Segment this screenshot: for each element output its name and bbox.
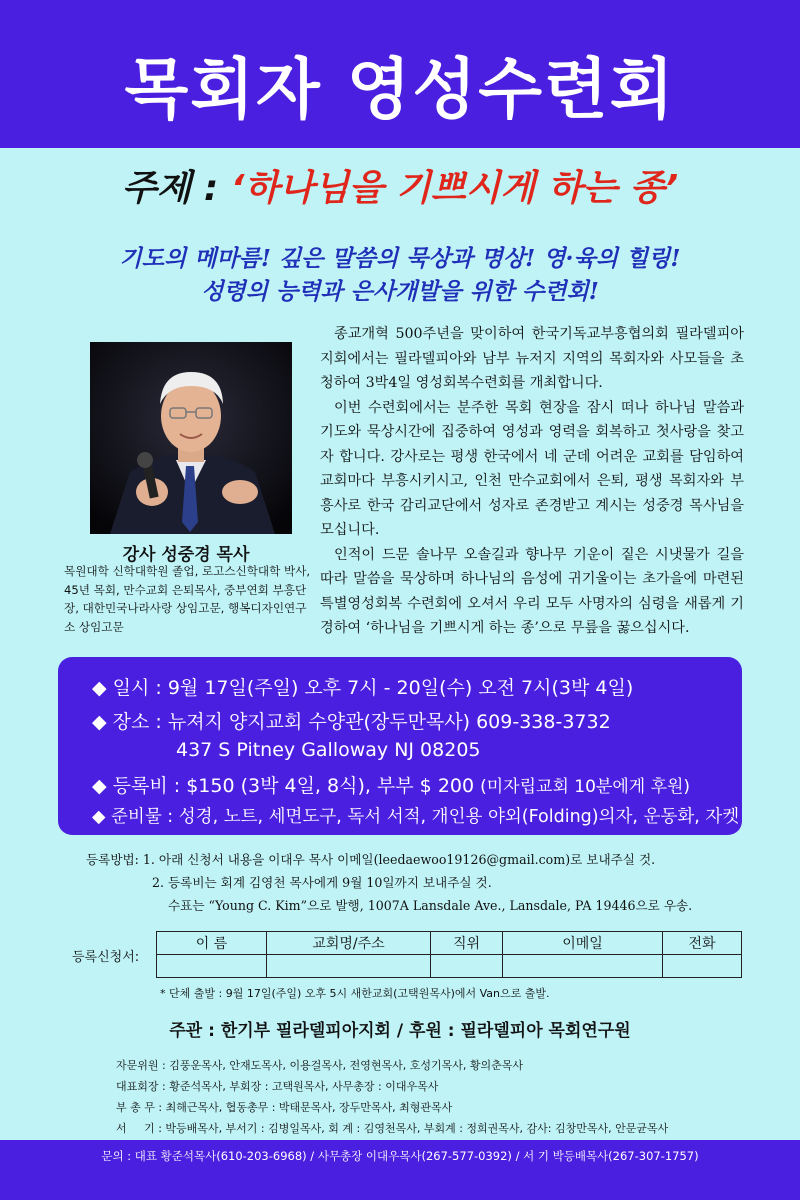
contact-info: 문의 : 대표 황준석목사(610-203-6968) / 사무총장 이대우목사(267-577-0392) / 서 기 박등배목사(267-307-1757) (101, 1149, 699, 1163)
info-fee-sub: (미자립교회 10분에게 후원) (480, 777, 691, 797)
form-label: 등록신청서: (72, 950, 140, 965)
registration-method (86, 848, 766, 917)
info-place: ◆ 장소 : 뉴져지 양지교회 수양관(장두만목사) 609-338-3732 (92, 711, 611, 733)
registration-form-table (156, 931, 742, 978)
col-phone: 전화 (663, 932, 742, 955)
staff-list (116, 1055, 766, 1139)
speaker-name: 강사 성중경 목사 (122, 545, 250, 565)
intro-text (320, 322, 744, 641)
intro-paragraph-1: 종교개혁 500주년을 맞이하여 한국기독교부흥협의회 필라델피아 지회에서는 필라델피아와 남부 뉴저지 지역의 목회자와 사모들을 초청하여 3박4일 영성회복수련회를 개최합니다. (320, 326, 744, 391)
theme-value: ‘하나님을 기쁘시게 하는 종’ (230, 168, 679, 209)
registration-line-2: 2. 등록비는 회계 김영천 목사에게 9월 10일까지 보내주실 것. (152, 875, 492, 890)
info-fee (92, 771, 690, 798)
tagline-line-2: 성령의 능력과 은사개발을 위한 수련회! (201, 278, 599, 305)
cell-church[interactable] (267, 955, 431, 978)
event-info-box (58, 657, 742, 835)
theme-heading (0, 160, 800, 211)
departure-note: * 단체 출발 : 9월 17일(주일) 오후 5시 새한교회(고택원목사)에서 Van으로 출발. (160, 987, 550, 1000)
col-email: 이메일 (503, 932, 663, 955)
speaker-photo (90, 342, 292, 534)
theme-label: 주제 : (121, 168, 231, 209)
host-sponsor: 주관 : 한기부 필라델피아지회 / 후원 : 필라델피아 목회연구원 (169, 1021, 631, 1041)
staff-line-3: 부 총 무 : 최해근목사, 협동총무 : 박태문목사, 장두만목사, 최형관목사 (116, 1101, 453, 1114)
col-position: 직위 (431, 932, 503, 955)
intro-paragraph-3: 인적이 드문 솔나무 오솔길과 향나무 기운이 짙은 시냇물가 길을 따라 말씀을 묵상하며 하나님의 음성에 귀기울이는 초가을에 마련된 특별영성회복 수련회에 오셔서 우리 모두 사명자의 심령을 새롭게 기경하여 ‘하나님을 기쁘시게 하는 종’으로 무릎을 꿇으십시다. (320, 546, 744, 636)
info-supplies: ◆ 준비물 : 성경, 노트, 세면도구, 독서 서적, 개인용 야외(Folding)의자, 운동화, 자켓 (92, 807, 740, 827)
table-header-row (157, 932, 742, 955)
col-church: 교회명/주소 (267, 932, 431, 955)
tagline-line-1: 기도의 메마름! 깊은 말씀의 묵상과 명상! 영·육의 힐링! (119, 245, 681, 272)
staff-line-4: 서 기 : 박등배목사, 부서기 : 김병일목사, 회 계 : 김영천목사, 부회계 : 정희권목사, 감사: 김창만목사, 안문균목사 (116, 1122, 669, 1135)
info-fee-main: ◆ 등록비 : $150 (3박 4일, 8식), 부부 $ 200 (92, 775, 481, 797)
info-address: 437 S Pitney Galloway NJ 08205 (176, 739, 481, 761)
registration-line-3: 수표는 “Young C. Kim”으로 발행, 1007A Lansdale Ave., Lansdale, PA 19446으로 우송. (168, 898, 693, 913)
registration-line-1: 등록방법: 1. 아래 신청서 내용을 이대우 목사 이메일(leedaewoo19126@gmail.com)로 보내주실 것. (86, 852, 656, 867)
staff-line-1: 자문위원 : 김풍운목사, 안재도목사, 이용걸목사, 전영현목사, 호성기목사, 황의춘목사 (116, 1059, 523, 1072)
col-name: 이 름 (157, 932, 267, 955)
page-title: 목회자 영성수련회 (124, 51, 676, 128)
staff-line-2: 대표회장 : 황준석목사, 부회장 : 고택원목사, 사무총장 : 이대우목사 (116, 1080, 439, 1093)
cell-position[interactable] (431, 955, 503, 978)
cell-phone[interactable] (663, 955, 742, 978)
cell-email[interactable] (503, 955, 663, 978)
info-date: ◆ 일시 : 9월 17일(주일) 오후 7시 - 20일(수) 오전 7시(3박 4일) (92, 677, 634, 699)
speaker-bio: 목원대학 신학대학원 졸업, 로고스신학대학 박사, 45년 목회, 만수교회 은퇴목사, 중부연회 부흥단장, 대한민국나라사랑 상임고문, 행복디자인연구소 상임고문 (64, 564, 311, 634)
intro-paragraph-2: 이번 수련회에서는 분주한 목회 현장을 잠시 떠나 하나님 말씀과 기도와 묵상시간에 집중하여 영성과 영력을 회복하고 첫사랑을 찾고자 합니다. 강사로는 평생 한국에서 네 군데 어려운 교회를 담임하여 교회마다 부흥시키시고, 인천 만수교회에서 은퇴, 평생 목회자와 부흥사로 한국 감리교단에서 성자로 존경받고 계시는 성중경 목사님을 모십니다. (320, 399, 744, 538)
cell-name[interactable] (157, 955, 267, 978)
table-row[interactable] (157, 955, 742, 978)
